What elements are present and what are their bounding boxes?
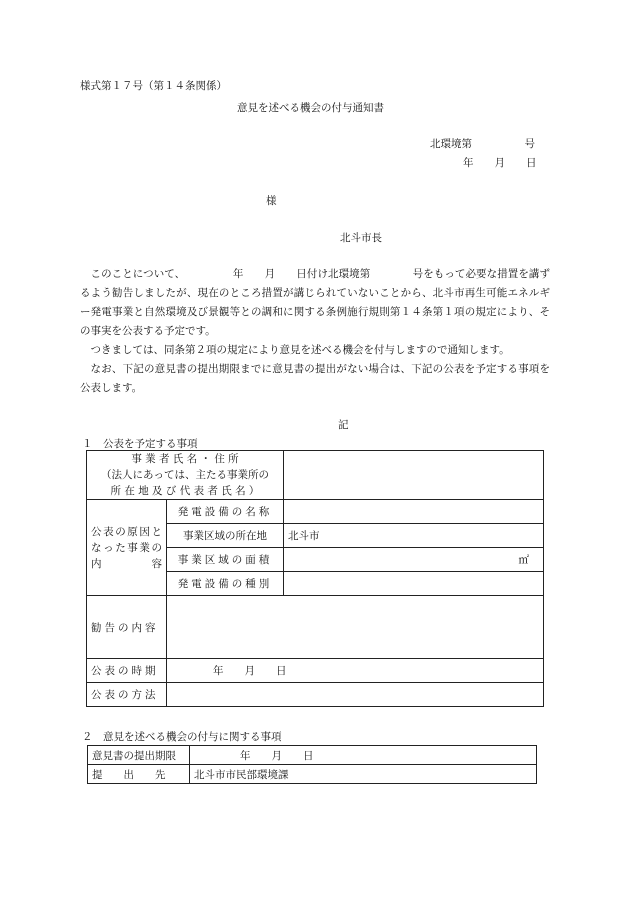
- section1-heading: １ 公表を予定する事項: [82, 438, 198, 450]
- body-text: [80, 265, 550, 398]
- site-area-label: 事業区域の面積: [167, 548, 284, 572]
- deadline-row: [88, 746, 537, 765]
- operator-label: [87, 451, 284, 500]
- addressee-suffix: 様: [266, 195, 277, 207]
- submit-value: 北斗市市民部環境課: [190, 765, 537, 784]
- form-number: 様式第１７号（第１４条関係）: [80, 80, 227, 92]
- operator-label-line2: （法人にあっては、主たる事業所の: [101, 469, 269, 481]
- reason-label: 公表の原因となった事業の内 容: [87, 500, 167, 596]
- submit-row: [88, 765, 537, 784]
- operator-value[interactable]: [284, 451, 544, 500]
- submit-label: 提 出 先: [88, 765, 190, 784]
- operator-label-line3: 所 在 地 及 び 代 表 者 氏 名 ）: [110, 485, 260, 497]
- document-number: 北環境第 号: [430, 138, 535, 150]
- operator-row: [87, 451, 544, 500]
- site-area-value[interactable]: ㎡: [284, 548, 544, 572]
- site-location-label: 事業区域の所在地: [167, 524, 284, 548]
- deadline-value[interactable]: 年 月 日: [190, 746, 537, 765]
- section2-table: [87, 745, 537, 784]
- body-paragraph-3: なお、下記の意見書の提出期限までに意見書の提出がない場合は、下記の公表を予定する事項を公表します。: [80, 363, 550, 394]
- section2-heading: ２ 意見を述べる機会の付与に関する事項: [82, 731, 282, 743]
- recommendation-label: 勧告の内容: [87, 596, 167, 659]
- facility-name-label: 発電設備の名称: [167, 500, 284, 524]
- document-title: 意見を述べる機会の付与通知書: [237, 102, 384, 114]
- facility-name-value[interactable]: [284, 500, 544, 524]
- sender: 北斗市長: [340, 232, 382, 244]
- timing-value[interactable]: 年 月 日: [167, 659, 544, 683]
- body-paragraph-2: つきましては、同条第２項の規定により意見を述べる機会を付与しますので通知します。: [90, 344, 510, 356]
- timing-label: 公表の時期: [87, 659, 167, 683]
- method-row: [87, 683, 544, 707]
- method-value[interactable]: [167, 683, 544, 707]
- facility-type-label: 発電設備の種別: [167, 572, 284, 596]
- recommendation-row: [87, 596, 544, 659]
- ki-heading: 記: [338, 419, 349, 431]
- facility-type-value[interactable]: [284, 572, 544, 596]
- table-row: [87, 500, 544, 524]
- recommendation-value[interactable]: [167, 596, 544, 659]
- body-paragraph-1: このことについて、 年 月 日付け北環境第 号をもって必要な措置を講ずるよう勧告しましたが、現在のところ措置が講じられていないことから、北斗市再生可能エネルギー発電事業と自然環境及び景観等との調和に関する条例施行規則第１４条第１項の規定により、その事実を公表する予定です。: [80, 268, 550, 337]
- method-label: 公表の方法: [87, 683, 167, 707]
- operator-label-line1: 事 業 者 氏 名 ・ 住 所: [131, 453, 239, 465]
- document-date: 年 月 日: [463, 157, 537, 169]
- deadline-label: 意見書の提出期限: [88, 746, 190, 765]
- section1-table: [86, 450, 544, 707]
- site-location-value[interactable]: 北斗市: [284, 524, 544, 548]
- timing-row: [87, 659, 544, 683]
